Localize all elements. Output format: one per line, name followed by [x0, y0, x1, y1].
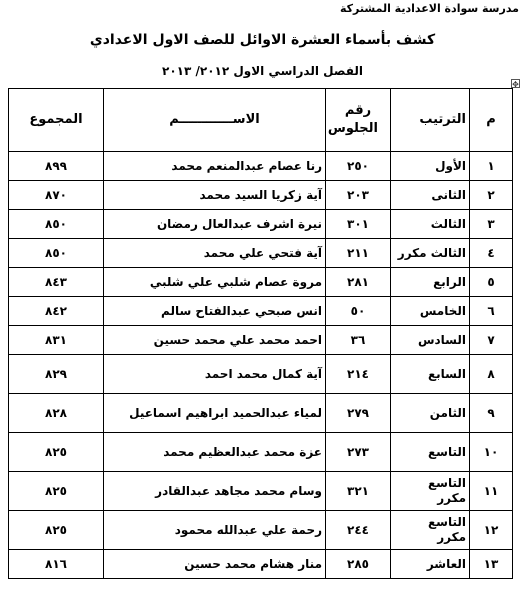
table-row: [9, 210, 513, 239]
cell-name: آية فتحي علي محمد: [104, 239, 326, 268]
document-subtitle: الفصل الدراسي الاول ٢٠١٢/ ٢٠١٣: [162, 64, 363, 78]
cell-name: انس صبحي عبدالفتاح سالم: [104, 297, 326, 326]
cell-seat: ٢٥٠: [326, 152, 391, 181]
cell-name: منار هشام محمد حسين: [104, 550, 326, 579]
cell-rank-label: الثالث: [430, 216, 466, 231]
cell-num: ٢: [470, 181, 513, 210]
cell-rank: [391, 326, 470, 355]
cell-num: ٩: [470, 394, 513, 433]
cell-total: ٨٤٢: [9, 297, 104, 326]
cell-total: ٨٥٠: [9, 210, 104, 239]
cell-rank-label: التاسع: [427, 444, 466, 459]
cell-rank: [391, 268, 470, 297]
cell-rank-label: الأول: [435, 158, 466, 173]
cell-total: ٨٢٨: [9, 394, 104, 433]
cell-num: ٧: [470, 326, 513, 355]
cell-num: ١: [470, 152, 513, 181]
cell-seat: ٥٠: [326, 297, 391, 326]
cell-total: ٨٥٠: [9, 239, 104, 268]
cell-name: آية كمال محمد احمد: [104, 355, 326, 394]
cell-seat: ٢٨١: [326, 268, 391, 297]
cell-rank: [391, 210, 470, 239]
cell-name: رنا عصام عبدالمنعم محمد: [104, 152, 326, 181]
cell-name: نيرة اشرف عبدالعال رمضان: [104, 210, 326, 239]
cell-rank: [391, 550, 470, 579]
cell-rank: [391, 394, 470, 433]
cell-seat: ٢٤٤: [326, 511, 391, 550]
cell-total: ٨٩٩: [9, 152, 104, 181]
header-rank: الترتيب: [391, 89, 470, 152]
cell-total: ٨١٦: [9, 550, 104, 579]
cell-name: رحمة علي عبدالله محمود: [104, 511, 326, 550]
cell-name: مروة عصام شلبي علي شلبي: [104, 268, 326, 297]
cell-seat: ٢٨٥: [326, 550, 391, 579]
cell-name: آية زكريا السيد محمد: [104, 181, 326, 210]
header-num: م: [470, 89, 513, 152]
cell-rank-label: الرابع: [433, 274, 466, 289]
cell-seat: ٣٠١: [326, 210, 391, 239]
cell-num: ٤: [470, 239, 513, 268]
table-row: [9, 326, 513, 355]
cell-rank: [391, 297, 470, 326]
cell-name: احمد محمد علي محمد حسين: [104, 326, 326, 355]
header-name: الاســــــــــــم: [104, 89, 326, 152]
table-row: [9, 268, 513, 297]
cell-num: ٦: [470, 297, 513, 326]
header-total: المجموع: [9, 89, 104, 152]
cell-num: ١٢: [470, 511, 513, 550]
cell-num: ٨: [470, 355, 513, 394]
cell-total: ٨٤٣: [9, 268, 104, 297]
table-row: [9, 550, 513, 579]
school-name: مدرسة سوادة الاعدادية المشتركة: [339, 2, 519, 15]
cell-seat: ٣٢١: [326, 472, 391, 511]
cell-rank-label: الخامس: [419, 303, 466, 318]
table-row: [9, 181, 513, 210]
table-header-row: [9, 89, 513, 152]
cell-rank-label: التاسع مكرر: [427, 476, 466, 505]
table-row: [9, 511, 513, 550]
table-row: [9, 433, 513, 472]
cell-rank: [391, 239, 470, 268]
table-row: [9, 152, 513, 181]
cell-name: عزة محمد عبدالعظيم محمد: [104, 433, 326, 472]
cell-rank-label: الثامن: [429, 405, 466, 420]
cell-total: ٨٧٠: [9, 181, 104, 210]
cell-rank: [391, 433, 470, 472]
cell-seat: ٢٧٣: [326, 433, 391, 472]
table-row: [9, 239, 513, 268]
cell-name: وسام محمد مجاهد عبدالقادر: [104, 472, 326, 511]
cell-total: ٨٣١: [9, 326, 104, 355]
cell-seat: ٢١١: [326, 239, 391, 268]
cell-name: لمياء عبدالحميد ابراهيم اسماعيل: [104, 394, 326, 433]
cell-rank: [391, 472, 470, 511]
cell-rank-label: العاشر: [426, 556, 466, 571]
cell-seat: ٢١٤: [326, 355, 391, 394]
cell-num: ١١: [470, 472, 513, 511]
cell-total: ٨٢٥: [9, 433, 104, 472]
cell-seat: ٢٠٣: [326, 181, 391, 210]
cell-seat: ٣٦: [326, 326, 391, 355]
top-students-table: [8, 88, 513, 579]
header-seat: [326, 89, 391, 152]
cell-rank-label: التاسع مكرر: [427, 515, 466, 544]
cell-rank: [391, 355, 470, 394]
table-row: [9, 355, 513, 394]
table-move-handle[interactable]: ✥: [512, 80, 519, 89]
cell-total: ٨٢٩: [9, 355, 104, 394]
table-row: [9, 394, 513, 433]
cell-rank: [391, 152, 470, 181]
cell-num: ١٣: [470, 550, 513, 579]
cell-total: ٨٢٥: [9, 472, 104, 511]
cell-rank: [391, 511, 470, 550]
document-title: كشف بأسماء العشرة الاوائل للصف الاول الاعدادي: [89, 32, 436, 48]
cell-total: ٨٢٥: [9, 511, 104, 550]
cell-num: ٣: [470, 210, 513, 239]
cell-seat: ٢٧٩: [326, 394, 391, 433]
header-seat-label: رقم الجلوس: [327, 103, 378, 136]
cell-rank-label: السادس: [417, 332, 466, 347]
cell-rank-label: السابع: [427, 366, 466, 381]
cell-num: ١٠: [470, 433, 513, 472]
cell-rank-label: الثانى: [431, 187, 466, 202]
cell-rank-label: الثالث مكرر: [397, 245, 466, 260]
table-row: [9, 472, 513, 511]
table-row: [9, 297, 513, 326]
cell-rank: [391, 181, 470, 210]
cell-num: ٥: [470, 268, 513, 297]
